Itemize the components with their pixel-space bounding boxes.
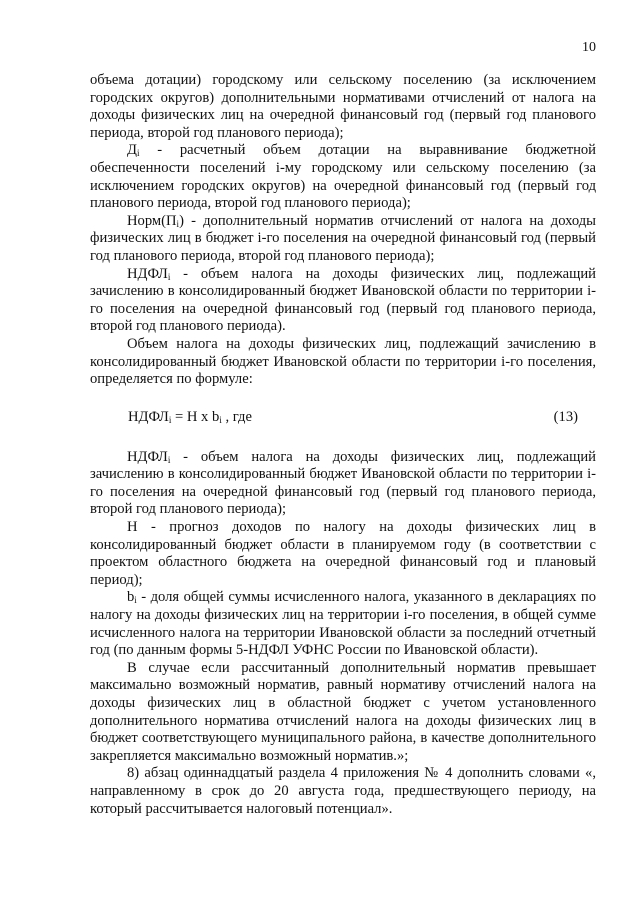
paragraph-formula-intro: Объем налога на доходы физических лиц, подлежащий зачислению в консолидированный бюджет Ивановской области по территории i-го поселения, определяется по формуле: <box>90 335 596 388</box>
paragraph: объема дотации) городскому или сельскому поселению (за исключением городских округов) дополнительными нормативами отчислений от налога на доходы физических лиц на очередной финансовый год (первый год планового периода, второй год планового периода); <box>90 72 596 141</box>
term: b <box>127 589 135 606</box>
formula-expression: $НДФЛ_i = Н$ х $b_i$ , где <box>128 408 252 425</box>
paragraph-definition-b: $b_i$ - доля общей суммы исчисленного налога, указанного в декларациях по налогу на доходы физических лиц на территории i-го поселения, в общей сумме исчисленного налога на территории Ивановской области за последний отчетный год (по данным формы 5-НДФЛ УФНС России по Ивановской области). <box>90 589 596 659</box>
formula-13 <box>90 409 596 427</box>
paragraph-amendment-8: 8) абзац одиннадцатый раздела 4 приложения № 4 дополнить словами «, направленному в срок до 20 августа года, предшествующего периоду, на который рассчитывается налоговый потенциал». <box>90 765 596 817</box>
term: НДФЛ <box>127 448 168 465</box>
term: НДФЛ <box>127 265 168 282</box>
paragraph-definition-n: Н - прогноз доходов по налогу на доходы физических лиц в консолидированный бюджет области в планируемом году (в соответствии с проектом областного бюджета на очередной финансовый год и плановый период); <box>90 519 596 588</box>
term-subscript: i <box>176 218 180 229</box>
paragraph-definition-norm: $Норм(П_i)$ - дополнительный норматив отчислений от налога на доходы физических лиц в бюджет i-го поселения на очередной финансовый год (первый год планового периода, второй год планового периода); <box>90 212 596 264</box>
paragraph-max-norm: В случае если рассчитанный дополнительный норматив превышает максимально возможный норматив, равный нормативу отчислений налога на доходы физических лиц в областной бюджет с учетом установленного дополнительного норматива отчислений налога на доходы физических лиц в бюджет соответствующего муниципального района, в качестве дополнительного закрепляется максимально возможный норматив.»; <box>90 659 596 764</box>
paragraph-definition-d: $Д_i$ - расчетный объем дотации на выравнивание бюджетной обеспеченности поселений i-му городскому или сельскому поселению (за исключением городских округов) на очередной финансовый год (первый год планового периода, второй год планового периода); <box>90 142 596 212</box>
formula-number: (13) <box>553 408 578 425</box>
term-subscript: i <box>136 148 140 159</box>
term-subscript: i <box>134 595 137 606</box>
document-body <box>90 72 596 818</box>
paragraph-definition-ndfl: $НДФЛ_i$ - объем налога на доходы физических лиц, подлежащий зачислению в консолидированный бюджет Ивановской области по территории i-го поселения на очередной финансовый год (первый год планового периода, второй год планового периода); <box>90 448 596 518</box>
term-subscript: i <box>167 454 171 465</box>
term: Норм(П <box>127 212 177 229</box>
page-number: 10 <box>582 40 596 55</box>
term-subscript: i <box>167 271 171 282</box>
term: Д <box>127 142 137 159</box>
paragraph-definition-ndfl: $НДФЛ_i$ - объем налога на доходы физических лиц, подлежащий зачислению в консолидированный бюджет Ивановской области по территории i-го поселения на очередной финансовый год (первый год планового периода, второй год планового периода). <box>90 265 596 335</box>
